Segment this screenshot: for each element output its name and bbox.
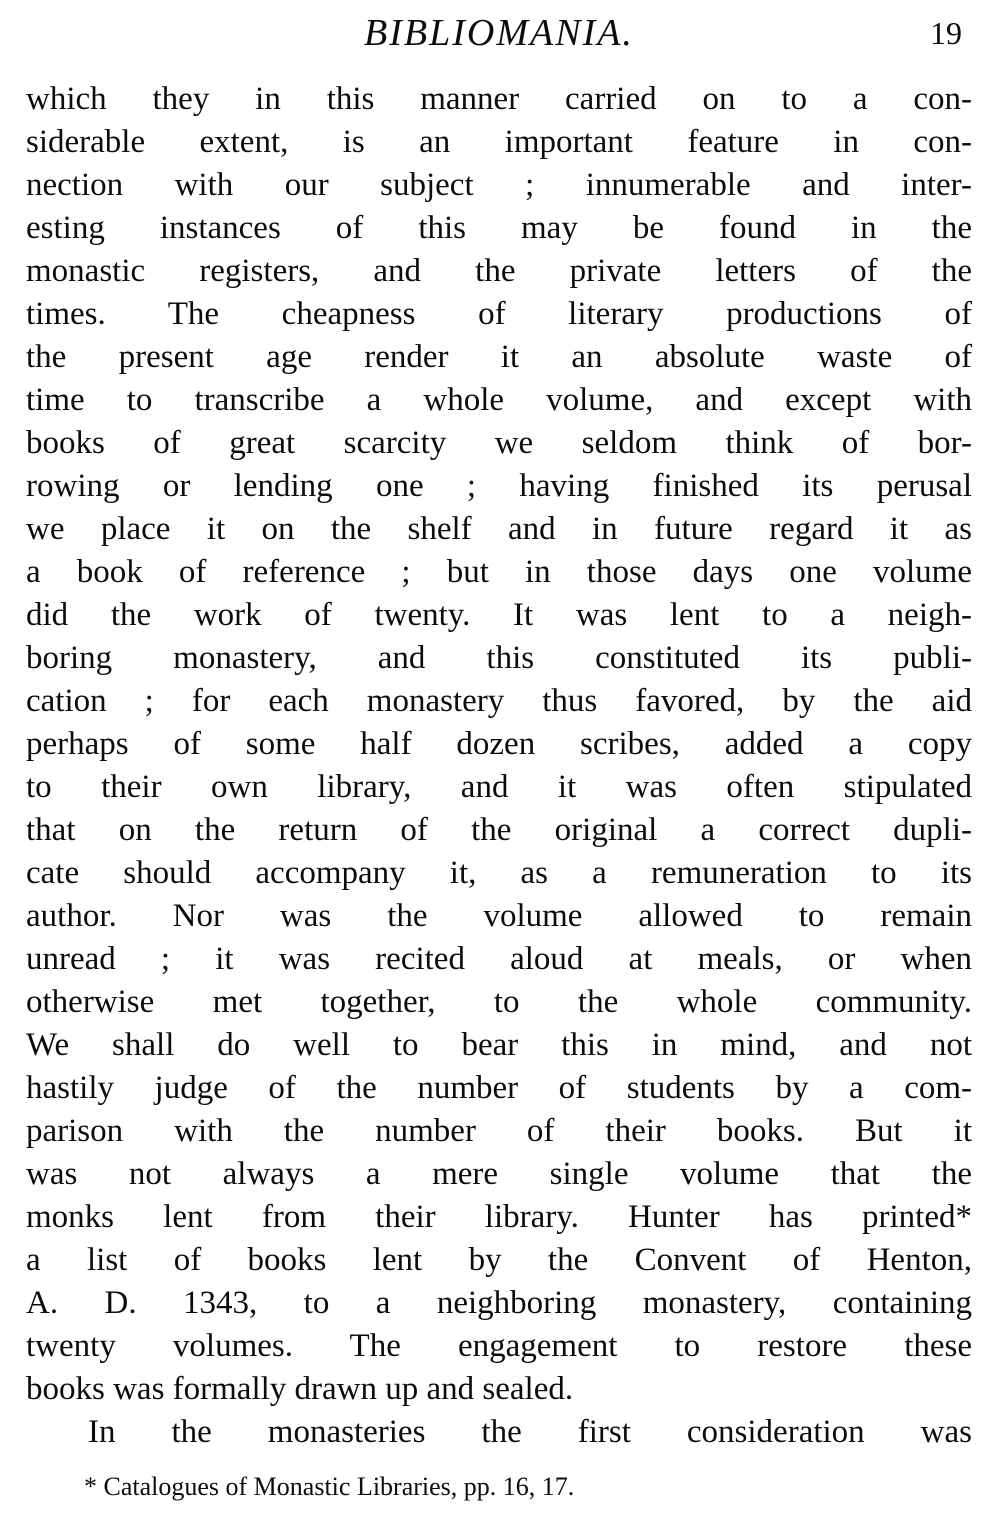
- text-line: we place it on the shelf and in future regard it as: [26, 511, 972, 547]
- text-line: siderable extent, is an important feature in con-: [26, 124, 972, 160]
- text-line: times. The cheapness of literary productions of: [26, 296, 972, 332]
- text-line: monastic registers, and the private letters of the: [26, 253, 972, 289]
- text-line: the present age render it an absolute waste of: [26, 339, 972, 375]
- text-line: rowing or lending one ; having finished its perusal: [26, 468, 972, 504]
- text-line: A. D. 1343, to a neighboring monastery, containing: [26, 1285, 972, 1321]
- text-line: monks lent from their library. Hunter has printed*: [26, 1199, 972, 1235]
- text-line: hastily judge of the number of students by a com-: [26, 1070, 972, 1106]
- text-line: cation ; for each monastery thus favored, by the aid: [26, 683, 972, 719]
- text-line: In the monasteries the first consideration was: [88, 1414, 972, 1450]
- text-line: unread ; it was recited aloud at meals, or when: [26, 941, 972, 977]
- text-line: otherwise met together, to the whole community.: [26, 984, 972, 1020]
- text-line: was not always a mere single volume that the: [26, 1156, 972, 1192]
- text-line: which they in this manner carried on to a con-: [26, 81, 972, 117]
- text-line: parison with the number of their books. But it: [26, 1113, 972, 1149]
- text-line: We shall do well to bear this in mind, and not: [26, 1027, 972, 1063]
- running-head: [26, 10, 972, 56]
- text-line: that on the return of the original a correct dupli-: [26, 812, 972, 848]
- text-line: perhaps of some half dozen scribes, added a copy: [26, 726, 972, 762]
- text-line: boring monastery, and this constituted its publi-: [26, 640, 972, 676]
- text-line: to their own library, and it was often stipulated: [26, 769, 972, 805]
- text-line: did the work of twenty. It was lent to a neigh-: [26, 597, 972, 633]
- text-line: twenty volumes. The engagement to restore these: [26, 1328, 972, 1364]
- text-line: a list of books lent by the Convent of Henton,: [26, 1242, 972, 1278]
- text-line: nection with our subject ; innumerable and inter-: [26, 167, 972, 203]
- text-line: a book of reference ; but in those days one volume: [26, 554, 972, 590]
- body-text: [26, 78, 972, 1454]
- text-line: author. Nor was the volume allowed to remain: [26, 898, 972, 934]
- text-line: cate should accompany it, as a remuneration to its: [26, 855, 972, 891]
- text-line: esting instances of this may be found in the: [26, 210, 972, 246]
- text-line: books of great scarcity we seldom think of bor-: [26, 425, 972, 461]
- text-line: time to transcribe a whole volume, and except with: [26, 382, 972, 418]
- text-line: books was formally drawn up and sealed.: [26, 1371, 574, 1407]
- page-number: 19: [930, 15, 962, 51]
- page-title: BIBLIOMANIA.: [364, 12, 634, 54]
- footnote: * Catalogues of Monastic Libraries, pp. 16, 17.: [84, 1472, 575, 1501]
